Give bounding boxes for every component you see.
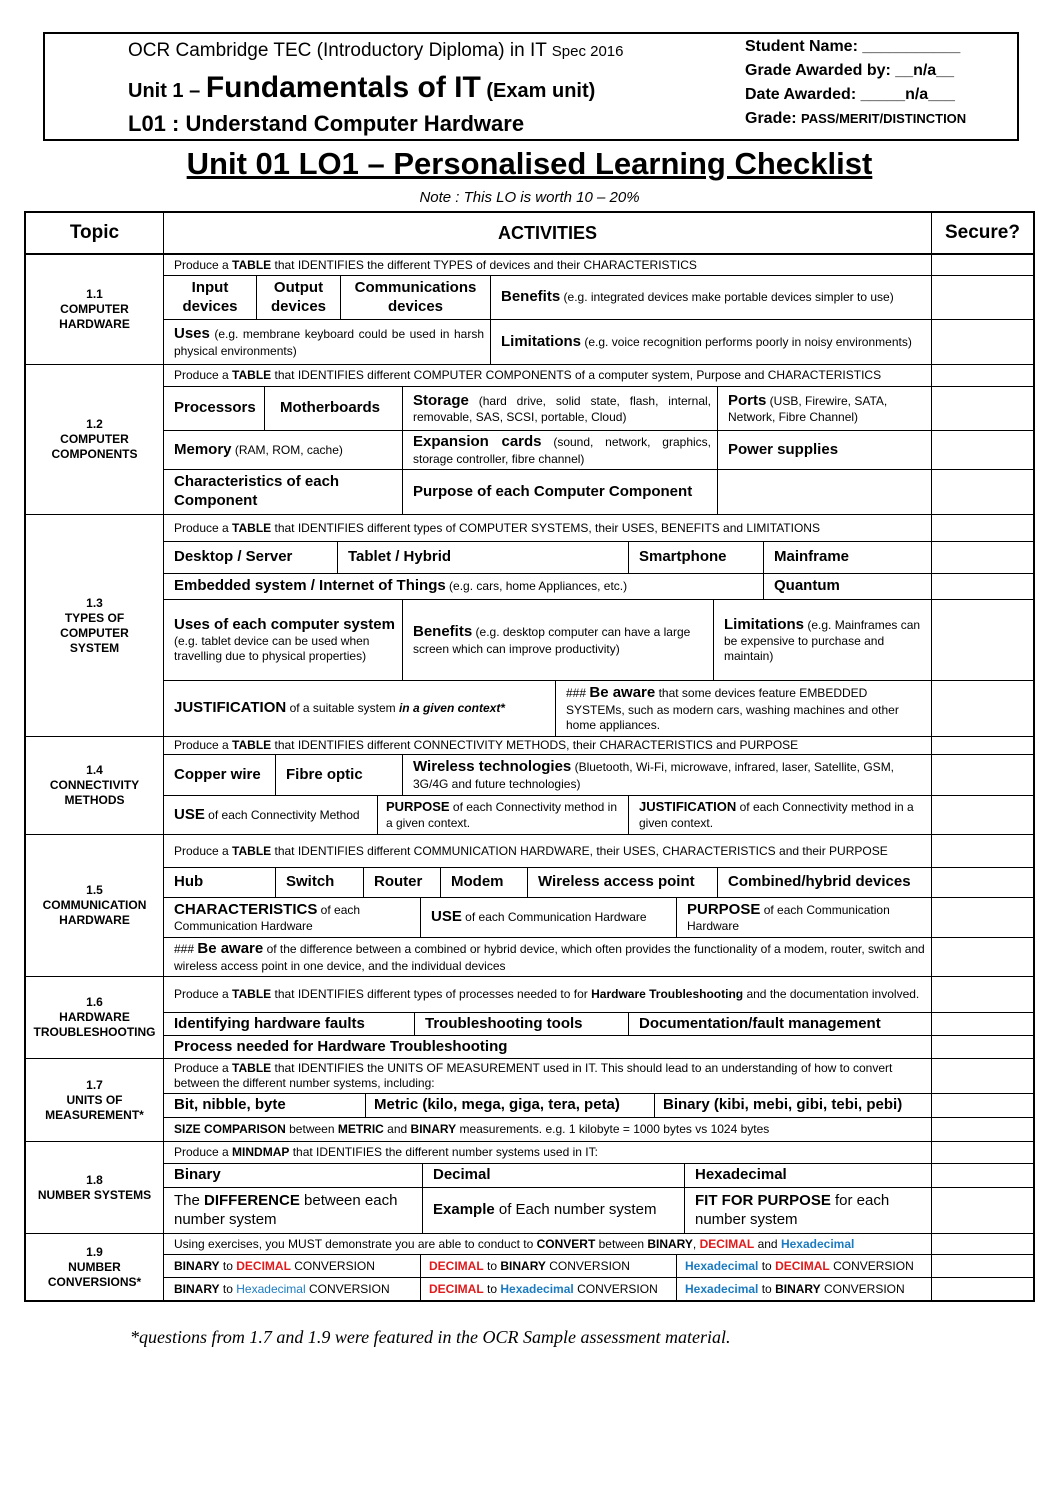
course-line: OCR Cambridge TEC (Introductory Diploma) in IT Spec 2016 [128,40,624,61]
column-header-topic: Topic [69,222,120,244]
topic-1-6: 1.6 HARDWARE TROUBLESHOOTING [33,995,156,1039]
unit-line: Unit 1 – Fundamentals of IT (Exam unit) [128,71,596,104]
item-uses: Uses (e.g. membrane keyboard could be used in harsh physical environments) [174,325,484,358]
item-be-aware-hybrid: ### Be aware of the difference between a combined or hybrid device, which often provides the functionality of a modem, router, switch and wireless access point in one device, and the individual devices [174,940,925,973]
item-desktop-server: Desktop / Server [174,548,293,566]
item-storage: Storage (hard drive, solid state, flash, internal, removable, SAS, SCSI, portable, Cloud) [413,391,711,425]
item-troubleshooting-tools: Troubleshooting tools [425,1014,583,1032]
item-hex-to-binary: Hexadecimal to BINARY CONVERSION [685,1281,905,1296]
instruction-1-1: Produce a TABLE that IDENTIFIES the different TYPES of devices and their CHARACTERISTICS [174,257,697,272]
topic-1-3: 1.3 TYPES OF COMPUTER SYSTEM [60,595,129,655]
instruction-1-7: Produce a TABLE that IDENTIFIES the UNITS OF MEASUREMENT used in IT. This should lead to an understanding of how to convert between the different number systems, including: [174,1061,893,1090]
item-system-uses: Uses of each computer system (e.g. tablet device can be used when travelling due to physical properties) [174,615,395,664]
item-size-comparison: SIZE COMPARISON between METRIC and BINARY measurements. e.g. 1 kilobyte = 1000 bytes vs 1024 bytes [174,1122,770,1136]
date-awarded: Date Awarded: _____n/a___ [745,86,955,103]
item-be-aware-embedded: ### Be aware that some devices feature EMBEDDED SYSTEMs, such as modern cars, washing machines and other home appliances. [566,684,899,732]
instruction-1-2: Produce a TABLE that IDENTIFIES different COMPUTER COMPONENTS of a computer system, Purpose and CHARACTERISTICS [174,368,882,382]
item-fibre-optic: Fibre optic [286,765,363,783]
topic-1-5: 1.5 COMMUNICATION HARDWARE [42,883,147,927]
item-binary: Binary [174,1166,221,1184]
item-binary-to-decimal: BINARY to DECIMAL CONVERSION [174,1258,375,1273]
grade-field: Grade: PASS/MERIT/DISTINCTION [745,110,967,127]
note: Note : This LO is worth 10 – 20% [419,189,640,206]
item-comm-purpose: PURPOSE of each Communication Hardware [687,900,890,934]
item-tablet-hybrid: Tablet / Hybrid [348,548,452,566]
item-embedded-iot: Embedded system / Internet of Things (e.g. cars, home Appliances, etc.) [174,577,628,595]
instruction-1-3: Produce a TABLE that IDENTIFIES different types of COMPUTER SYSTEMS, their USES, BENEFITS and LIMITATIONS [174,520,820,535]
lo-line: L01 : Understand Computer Hardware [128,111,525,136]
item-motherboards: Motherboards [280,399,381,417]
item-bit-nibble-byte: Bit, nibble, byte [174,1096,286,1114]
item-copper-wire: Copper wire [174,765,261,783]
student-name: Student Name: ___________ [745,38,961,55]
topic-1-9: 1.9 NUMBER CONVERSIONS* [47,1244,142,1289]
item-expansion-cards: Expansion cards (sound, network, graphics, storage controller, fibre channel) [413,433,711,466]
item-identifying-faults: Identifying hardware faults [174,1014,365,1032]
grade-awarded-by: Grade Awarded by: __n/a__ [745,62,954,79]
topic-1-2: 1.2 COMPUTER COMPONENTS [51,417,138,461]
item-number-difference: The DIFFERENCE between each number system [174,1191,398,1228]
item-metric-units: Metric (kilo, mega, giga, tera, peta) [374,1096,620,1114]
item-benefits: Benefits (e.g. integrated devices make portable devices simpler to use) [501,288,894,306]
item-power-supplies: Power supplies [728,440,839,458]
item-hex-to-decimal: Hexadecimal to DECIMAL CONVERSION [685,1258,914,1273]
instruction-1-9: Using exercises, you MUST demonstrate you are able to conduct to CONVERT between BINARY, DECIMAL and Hexadecimal [174,1236,855,1251]
item-processors: Processors [174,399,256,417]
footnote: *questions from 1.7 and 1.9 were featured in the OCR Sample assessment material. [130,1327,731,1347]
item-communications-devices: Communications devices [354,278,477,315]
topic-1-7: 1.7 UNITS OF MEASUREMENT* [45,1077,144,1122]
item-hub: Hub [174,873,204,891]
item-input-devices: Input devices [182,278,238,315]
item-wireless-technologies: Wireless technologies (Bluetooth, Wi-Fi, microwave, infrared, laser, Satellite, GSM, 3G/4G and future technologies) [413,758,895,791]
item-connectivity-purpose: PURPOSE of each Connectivity method in a given context. [386,799,618,830]
item-limitations: Limitations (e.g. voice recognition performs poorly in noisy environments) [501,332,912,350]
topic-1-8: 1.8 NUMBER SYSTEMS [37,1172,152,1202]
instruction-1-8: Produce a MINDMAP that IDENTIFIES the different number systems used in IT: [174,1145,598,1159]
document-header [43,32,1019,141]
item-number-example: Example of Each number system [433,1201,657,1219]
item-system-benefits: Benefits (e.g. desktop computer can have a large screen which can improve productivity) [413,623,691,656]
item-binary-units: Binary (kibi, mebi, gibi, tebi, pebi) [663,1096,903,1114]
item-decimal-to-binary: DECIMAL to BINARY CONVERSION [429,1258,630,1273]
item-comm-characteristics: CHARACTERISTICS of each Communication Hardware [174,900,361,934]
instruction-1-5: Produce a TABLE that IDENTIFIES different COMMUNICATION HARDWARE, their USES, CHARACTERISTICS and their PURPOSE [174,843,888,858]
item-fit-for-purpose: FIT FOR PURPOSE for each number system [695,1191,890,1228]
item-smartphone: Smartphone [639,548,727,566]
instruction-1-6: Produce a TABLE that IDENTIFIES different types of processes needed to for Hardware Troubleshooting and the documentation involved. [174,987,920,1001]
item-output-devices: Output devices [270,278,327,315]
item-system-limitations: Limitations (e.g. Mainframes can be expensive to purchase and maintain) [724,615,921,664]
item-connectivity-use: USE of each Connectivity Method [174,805,360,823]
item-memory: Memory (RAM, ROM, cache) [174,440,343,458]
topic-1-4: 1.4 CONNECTIVITY METHODS [49,763,140,807]
page-title: Unit 01 LO1 – Personalised Learning Checklist [186,146,873,181]
column-header-activities: ACTIVITIES [497,222,597,243]
item-troubleshooting-process: Process needed for Hardware Troubleshooting [174,1037,508,1055]
item-decimal: Decimal [433,1166,491,1184]
item-switch: Switch [286,873,335,891]
column-header-secure: Secure? [945,222,1020,244]
item-documentation: Documentation/fault management [639,1014,881,1032]
item-connectivity-justification: JUSTIFICATION of each Connectivity method in a given context. [639,799,914,830]
item-modem: Modem [451,873,504,891]
item-quantum: Quantum [774,577,840,595]
item-combined-hybrid: Combined/hybrid devices [728,873,911,891]
item-system-justification: JUSTIFICATION of a suitable system in a given context* [174,699,505,717]
item-component-purpose: Purpose of each Computer Component [413,482,693,500]
item-component-characteristics: Characteristics of each Component [174,473,340,509]
topic-1-1: 1.1 COMPUTER HARDWARE [59,287,130,331]
instruction-1-4: Produce a TABLE that IDENTIFIES different CONNECTIVITY METHODS, their CHARACTERISTICS and PURPOSE [174,738,799,752]
item-wireless-access-point: Wireless access point [538,873,695,891]
item-comm-use: USE of each Communication Hardware [431,908,647,926]
item-ports: Ports (USB, Firewire, SATA, Network, Fibre Channel) [728,391,888,425]
item-mainframe: Mainframe [774,548,850,566]
item-binary-to-hex: BINARY to Hexadecimal CONVERSION [174,1281,390,1296]
item-decimal-to-hex: DECIMAL to Hexadecimal CONVERSION [429,1281,658,1296]
item-hexadecimal: Hexadecimal [695,1166,787,1184]
item-router: Router [374,873,423,891]
